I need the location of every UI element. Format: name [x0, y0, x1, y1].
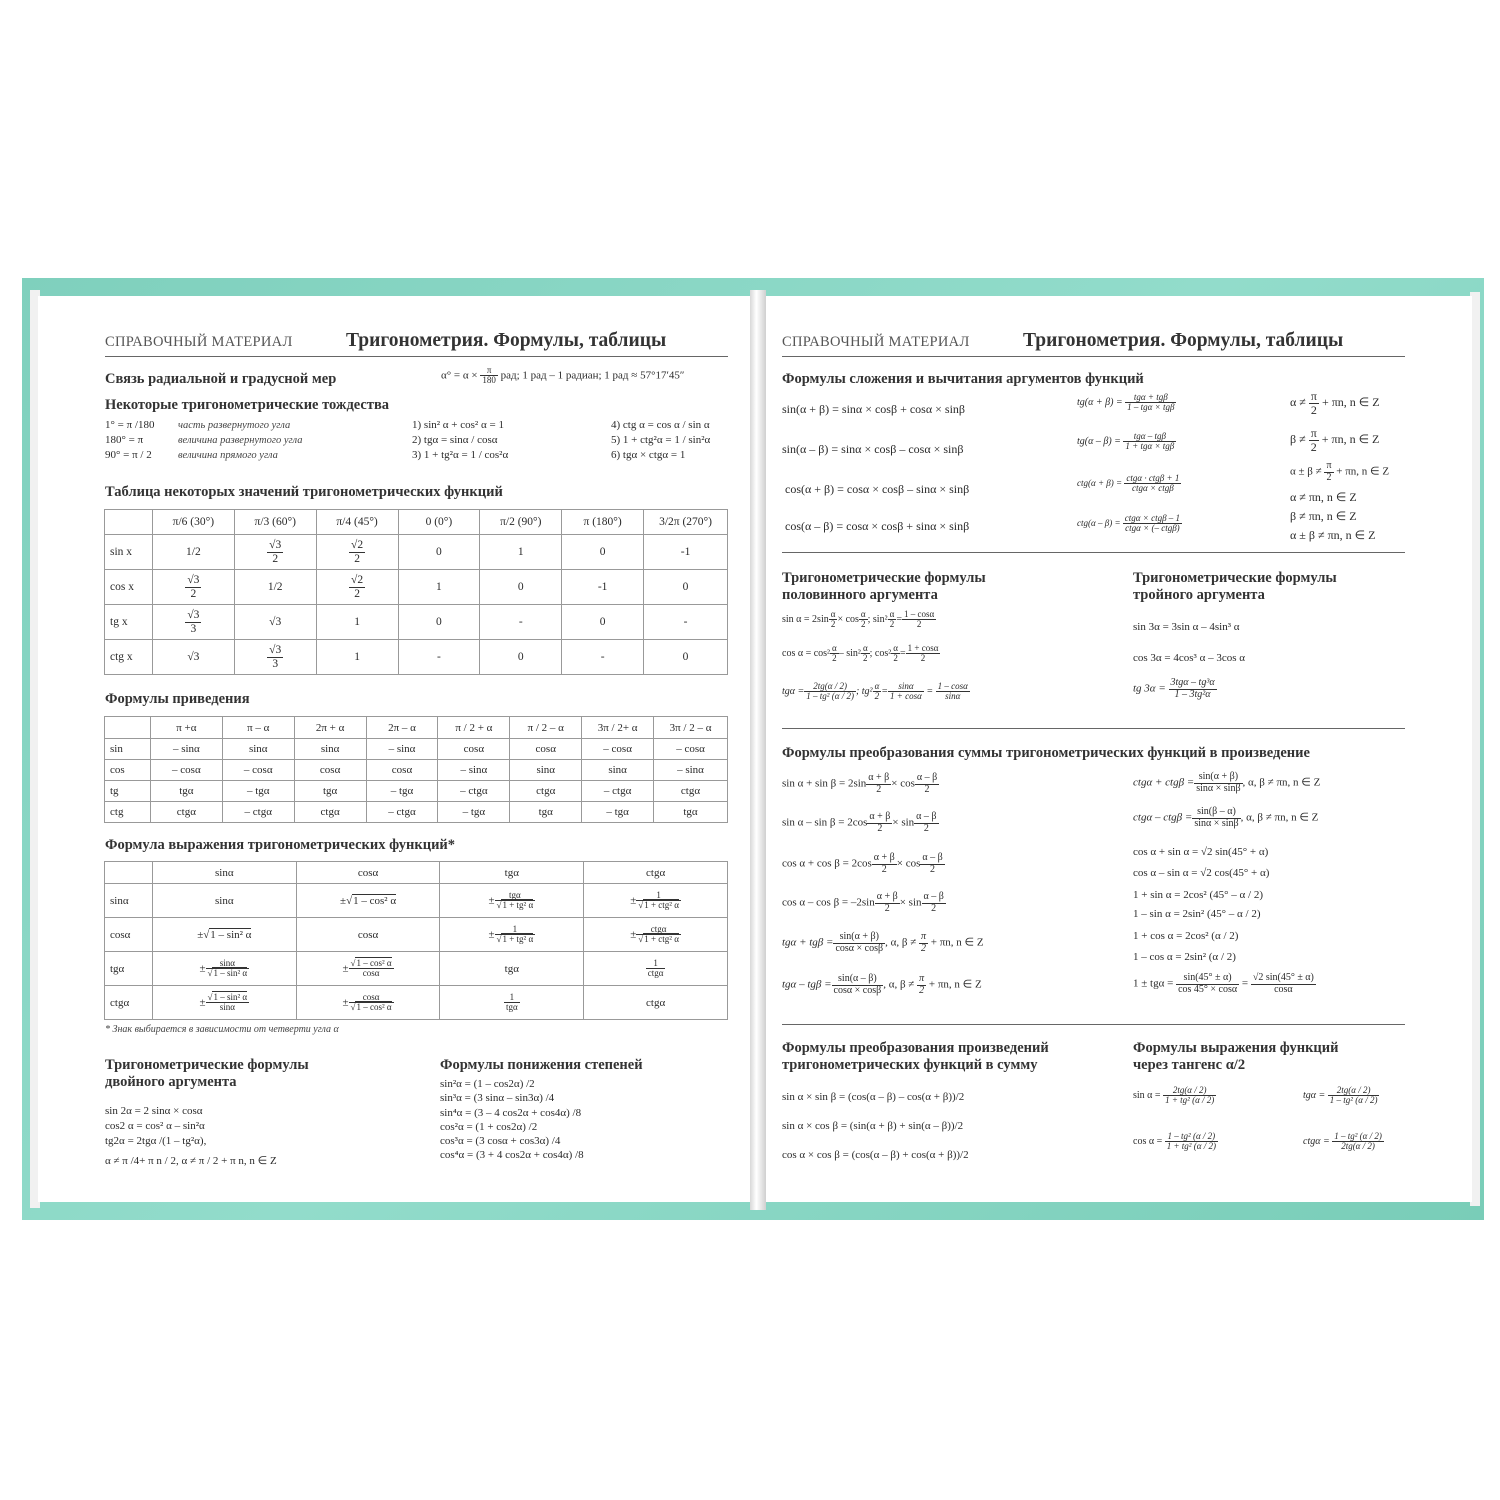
tg-sum-product: tgα + tgβ = $\frac{\sin(\alpha + \beta)}{\cos\alpha \times \cos\beta}$ , α, β ≠ $\frac{\pi}{2}$ + πn, n ∈ Z — [782, 931, 984, 954]
ctg-diff-formula: ctg(α – β) = ctgα × ctgβ – 1 ctgα × (– ctgβ) — [1077, 513, 1181, 534]
table-row — [105, 802, 728, 823]
reduction-table — [104, 716, 728, 823]
sum-line: 1 + sin α = 2cos² (45° – α / 2) — [1133, 889, 1264, 901]
header-title-right: Тригонометрия. Формулы, таблицы — [1023, 330, 1344, 351]
table-cell: – tgα — [222, 781, 294, 802]
tan-half-sin: sin α = $\frac{2tg(\alpha / 2)}{\text{1 + tg² (α / 2)}}$ — [1133, 1085, 1215, 1106]
table-cell: π – α — [222, 717, 294, 739]
tan-half-cos: cos α = $\frac{\text{1 – tg² (α / 2)}}{\text{1 + tg² (α / 2)}}$ — [1133, 1131, 1216, 1152]
ctg-sum-product: ctgα + ctgβ = $\frac{\sin(\alpha + \beta)}{\sin\alpha \times \sin\beta}$ , α, β ≠ πn, n ∈ Z — [1133, 771, 1321, 794]
section-title-product: Формулы преобразования произведений тригонометрических функций в сумму — [782, 1040, 1049, 1073]
table-cell: – sinα — [366, 739, 438, 760]
table-cell: tgα — [510, 802, 582, 823]
sum-formula: cos α – cos β = –2sin $\frac{\alpha + \beta}{2}$ × sin $\frac{\alpha - \beta}{2}$ — [782, 891, 944, 914]
table-cell: ctgα — [294, 802, 366, 823]
table-cell: – tgα — [582, 802, 654, 823]
product-formula: sin α × cos β = (sin(α + β) + sin(α – β))/2 — [782, 1120, 964, 1132]
section-rule — [782, 728, 1405, 729]
table-cell: – cosα — [150, 760, 222, 781]
table-cell: sinα — [510, 760, 582, 781]
half-tg-formula: tgα = $\frac{2tg(\alpha / 2)}{\text{1 – tg² (α / 2)}}$ ; tg² $\frac{\alpha}{2}$ = $\frac{\sin\alpha}{1 + \cos\alpha}$ = $\frac{1 - \cos\alpha}{\sin\alpha}$ — [782, 681, 968, 702]
table-cell: – cosα — [222, 760, 294, 781]
table-row: sin x 1/2 $\frac{√3}{2}$ $\frac{√2}{2}$ 0 1 0 -1 — [105, 535, 728, 570]
table-cell: π / 2 – α — [510, 717, 582, 739]
section-title-reduction: Формулы приведения — [105, 691, 250, 707]
section-title-sum: Формулы преобразования суммы тригонометрических функций в произведение — [782, 745, 1310, 761]
triple-tg: tg 3α = 3tgα – tg³α 1 – 3tg²α — [1133, 677, 1215, 700]
table-row: tgα ± $\frac{\sin\alpha}{\text{√1 – sin² α}}$ ± $\frac{\text{√1 – cos² α}}{\cos\alpha}$ tgα 1 ctgα — [105, 952, 728, 986]
table-cell: cosα — [294, 760, 366, 781]
table-header-row: sinα cosα tgα ctgα — [105, 862, 728, 884]
double-formulas: sin 2α = 2 sinα × cosα cos2 α = cos² α – sin²α tg2α = 2tgα /(1 – tg²α), α ≠ π /4+ π n / 2, α ≠ π / 2 + π n, n ∈ Z — [105, 1105, 277, 1167]
table-cell: ctgα — [150, 802, 222, 823]
radian-formula: α° = α × $\frac{\pi}{180}$ рад; 1 рад – 1 радиан; 1 рад ≈ 57°17′45″ — [441, 365, 685, 386]
table-cell: – ctgα — [582, 781, 654, 802]
tg-diff-product: tgα – tgβ = $\frac{\sin(\alpha - \beta)}{\cos\alpha \times \cos\beta}$ , α, β ≠ $\frac{\pi}{2}$ + πn, n ∈ Z — [782, 973, 982, 996]
table-row — [105, 781, 728, 802]
header-label: СПРАВОЧНЫЙ МАТЕРИАЛ — [105, 334, 293, 350]
add-formula: cos(α + β) = cosα × cosβ – sinα × sinβ — [785, 482, 970, 496]
condition: β ≠ πn, n ∈ Z — [1290, 509, 1357, 523]
add-formula: sin(α – β) = sinα × cosβ – cosα × sinβ — [782, 442, 964, 456]
section-rule — [782, 1024, 1405, 1025]
half-sin-formula: sin α = 2sin $\frac{\alpha}{2}$ × cos $\frac{\alpha}{2}$ ; sin² $\frac{\alpha}{2}$ = $\frac{1 - \cos\alpha}{2}$ — [782, 609, 935, 630]
triple-sin: sin 3α = 3sin α – 4sin³ α — [1133, 621, 1240, 633]
product-formula: sin α × sin β = (cos(α – β) – cos(α + β))/2 — [782, 1091, 965, 1103]
table-cell: – ctgα — [366, 802, 438, 823]
table-row — [105, 760, 728, 781]
table-row: tg x $\frac{√3}{3}$ √3 1 0 - 0 - — [105, 605, 728, 640]
sum-line: 1 + cos α = 2cos² (α / 2) — [1133, 930, 1239, 942]
table-cell: sinα — [582, 760, 654, 781]
table-cell: cosα — [438, 739, 510, 760]
section-title-tan-half: Формулы выражения функций через тангенс α/2 — [1133, 1040, 1339, 1073]
section-title-expression: Формула выражения тригонометрических функций* — [105, 837, 456, 853]
section-title-triple: Тригонометрические формулы тройного аргумента — [1133, 570, 1337, 603]
sum-formula: cos α + cos β = 2cos $\frac{\alpha + \beta}{2}$ × cos $\frac{\alpha - \beta}{2}$ — [782, 852, 943, 875]
table-cell: ctgα — [654, 781, 728, 802]
ctg-diff-product: ctgα – ctgβ = $\frac{\sin(\beta - \alpha)}{\sin\alpha \times \sin\beta}$ , α, β ≠ πn, n ∈ Z — [1133, 806, 1319, 829]
table-row: sinα sinα ±√1 – cos² α ± tgα √1 + tg² α ± 1 √1 + ctg² α — [105, 884, 728, 918]
expression-note: * Знак выбирается в зависимости от четверти угла α — [105, 1024, 339, 1035]
table-cell: ctgα — [510, 781, 582, 802]
degree-row: 1° = π /180 часть развернутого угла — [105, 419, 291, 431]
table-cell: 2π + α — [294, 717, 366, 739]
table-cell: – tgα — [438, 802, 510, 823]
section-title-half: Тригонометрические формулы половинного аргумента — [782, 570, 986, 603]
table-row — [105, 739, 728, 760]
table-row: ctgα ± $\frac{\text{√1 – sin² α}}{\sin\alpha}$ ± $\frac{\cos\alpha}{\text{√1 – cos² α}}$ 1 tgα ctgα — [105, 986, 728, 1020]
ctg-sum-formula: ctg(α + β) = ctgα · ctgβ + 1 ctgα × ctgβ — [1077, 473, 1180, 494]
section-title-double: Тригонометрические формулы двойного аргумента — [105, 1057, 309, 1090]
table-cell: – ctgα — [222, 802, 294, 823]
sum-formula: sin α + sin β = 2sin $\frac{\alpha + \beta}{2}$ × cos $\frac{\alpha - \beta}{2}$ — [782, 772, 938, 795]
table-cell: – sinα — [438, 760, 510, 781]
condition: α ± β ≠ πn, n ∈ Z — [1290, 528, 1376, 542]
degree-rows — [105, 418, 302, 463]
condition: β ≠ $\frac{\pi}{2}$ + πn, n ∈ Z — [1290, 426, 1380, 454]
expression-table — [104, 861, 728, 1020]
table-cell: – tgα — [366, 781, 438, 802]
add-formula: sin(α + β) = sinα × cosβ + cosα × sinβ — [782, 402, 966, 416]
table-cell: – cosα — [654, 739, 728, 760]
tg-diff-formula: tg(α – β) = tgα – tgβ 1 + tgα × tgβ — [1077, 431, 1175, 452]
book-spine — [750, 290, 766, 1210]
table-cell: – sinα — [150, 739, 222, 760]
table-cell: 3π / 2+ α — [582, 717, 654, 739]
sum-formula: sin α – sin β = 2cos $\frac{\alpha + \beta}{2}$ × sin $\frac{\alpha - \beta}{2}$ — [782, 811, 937, 834]
one-pm-tg-formula: 1 ± tgα = $\frac{\sin(45^\circ \pm \alpha)}{\cos 45^\circ \times \cos\alpha}$ = $\frac{√2 \sin(45^\circ \pm \alpha)}{\cos\alpha}$ — [1133, 972, 1314, 995]
identities-col-b: 4) ctg α = cos α / sin α 5) 1 + ctg²α = 1 / sin²α 6) tgα × ctgα = 1 — [611, 419, 711, 461]
table-cell: – cosα — [582, 739, 654, 760]
section-title-addition: Формулы сложения и вычитания аргументов функций — [782, 371, 1144, 387]
table-header-row — [105, 717, 728, 739]
sum-line: cos α – sin α = √2 cos(45° + α) — [1133, 867, 1270, 879]
table-row: cosα ±√1 – sin² α cosα ± $\frac{1}{\text{√1 + tg² α}}$ ± ctgα √1 + ctg² α — [105, 918, 728, 952]
table-cell — [105, 717, 151, 739]
section-rule — [782, 552, 1405, 553]
tg-sum-formula: tg(α + β) = tgα + tgβ 1 – tgα × tgβ — [1077, 392, 1175, 413]
table-cell: – ctgα — [438, 781, 510, 802]
tan-half-tg: tgα = $\frac{2tg(\alpha / 2)}{\text{1 – tg² (α / 2)}}$ — [1303, 1085, 1378, 1106]
sum-line: cos α + sin α = √2 sin(45° + α) — [1133, 846, 1269, 858]
table-cell: – sinα — [654, 760, 728, 781]
header-rule — [105, 356, 728, 357]
condition: α ± β ≠ $\frac{\pi}{2}$ + πn, n ∈ Z — [1290, 460, 1390, 483]
table-cell: tgα — [294, 781, 366, 802]
table-cell: cos — [105, 760, 151, 781]
table-cell: tgα — [150, 781, 222, 802]
table-row: ctg x √3 $\frac{√3}{3}$ 1 - 0 - 0 — [105, 640, 728, 675]
condition: α ≠ πn, n ∈ Z — [1290, 490, 1357, 504]
condition: α ≠ $\frac{\pi}{2}$ + πn, n ∈ Z — [1290, 389, 1380, 417]
table-cell: cosα — [366, 760, 438, 781]
section-title-values: Таблица некоторых значений тригонометрических функций — [105, 484, 503, 500]
section-title-identities: Некоторые тригонометрические тождества — [105, 397, 390, 413]
tan-half-ctg: ctgα = $\frac{\text{1 – tg² (α / 2)}}{2tg(\alpha / 2)}$ — [1303, 1131, 1382, 1152]
table-cell: tgα — [654, 802, 728, 823]
table-cell: sinα — [222, 739, 294, 760]
degree-row: 180° = π величина развернутого угла — [105, 434, 303, 446]
degree-row: 90° = π / 2 величина прямого угла — [105, 449, 278, 461]
table-cell: 2π – α — [366, 717, 438, 739]
table-cell: 3π / 2 – α — [654, 717, 728, 739]
table-cell: ctg — [105, 802, 151, 823]
table-cell: sinα — [294, 739, 366, 760]
table-header-row: π/6 (30°) π/3 (60°) π/4 (45°) 0 (0°) π/2 (90°) π (180°) 3/2π (270°) — [105, 510, 728, 535]
table-cell: cosα — [510, 739, 582, 760]
values-table — [104, 509, 728, 675]
triple-cos: cos 3α = 4cos³ α – 3cos α — [1133, 652, 1246, 664]
header-label-right: СПРАВОЧНЫЙ МАТЕРИАЛ — [782, 334, 970, 350]
table-cell: π +α — [150, 717, 222, 739]
header-rule-right — [782, 356, 1405, 357]
sum-line: 1 – sin α = 2sin² (45° – α / 2) — [1133, 908, 1261, 920]
identities-col-a: 1) sin² α + cos² α = 1 2) tgα = sinα / cosα 3) 1 + tg²α = 1 / cos²α — [412, 419, 509, 461]
section-title-radian: Связь радиальной и градусной мер — [105, 371, 337, 387]
table-cell: sin — [105, 739, 151, 760]
table-cell: tg — [105, 781, 151, 802]
table-row: cos x $\frac{√3}{2}$ 1/2 $\frac{√2}{2}$ 1 0 -1 0 — [105, 570, 728, 605]
product-formula: cos α × cos β = (cos(α – β) + cos(α + β))/2 — [782, 1149, 969, 1161]
section-title-lowering: Формулы понижения степеней — [440, 1057, 643, 1073]
table-cell: π / 2 + α — [438, 717, 510, 739]
add-formula: cos(α – β) = cosα × cosβ + sinα × sinβ — [785, 519, 970, 533]
header-title: Тригонометрия. Формулы, таблицы — [346, 330, 667, 351]
lowering-formulas: sin²α = (1 – cos2α) /2 sin³α = (3 sinα – sin3α) /4 sin⁴α = (3 – 4 cos2α + cos4α) /8 cos²α = (1 + cos2α) /2 cos³α = (3 cosα + cos3α) /4 cos⁴α = (3 + 4 cos2α + cos4α) /8 — [440, 1078, 584, 1162]
half-cos-formula: cos α = cos² $\frac{\alpha}{2}$ – sin² $\frac{\alpha}{2}$ ; cos² $\frac{\alpha}{2}$ = $\frac{1 + \cos\alpha}{2}$ — [782, 643, 939, 664]
sum-line: 1 – cos α = 2sin² (α / 2) — [1133, 951, 1236, 963]
